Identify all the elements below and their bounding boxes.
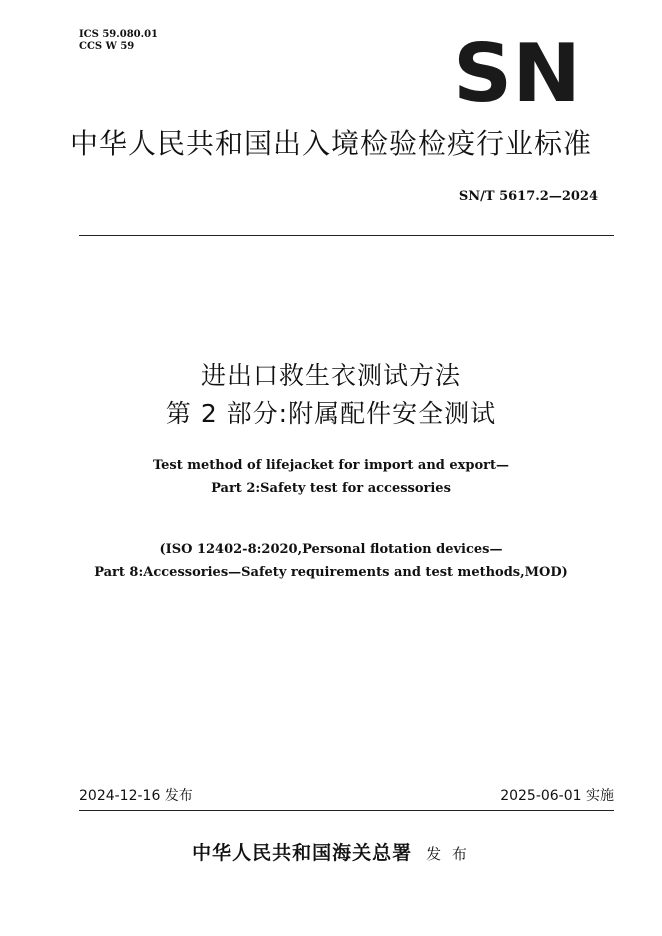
iso-reference-line-2: Part 8:Accessories—Safety requirements and test methods,MOD) <box>94 565 568 580</box>
standard-number: SN/T 5617.2—2024 <box>458 189 598 204</box>
implementation-date: 2025-06-01 实施 <box>500 788 614 804</box>
ccs-code: CCS W 59 <box>79 41 135 52</box>
issuer-organization: 中华人民共和国海关总署 <box>192 842 413 864</box>
iso-reference-line-1: (ISO 12402-8:2020,Personal flotation devices— <box>159 542 503 557</box>
ics-code: ICS 59.080.01 <box>79 29 159 40</box>
issuer-line <box>0 840 662 867</box>
bottom-divider <box>79 810 614 811</box>
issue-date: 2024-12-16 发布 <box>79 788 193 804</box>
english-title-line-2: Part 2:Safety test for accessories <box>211 481 451 496</box>
chinese-title-line-2: 第 2 部分:附属配件安全测试 <box>165 399 497 428</box>
org-title: 中华人民共和国出入境检验检疫行业标准 <box>69 127 592 160</box>
sn-logo-text: SN <box>453 38 581 106</box>
chinese-title-line-1: 进出口救生衣测试方法 <box>200 361 461 390</box>
top-divider <box>79 235 614 236</box>
english-title-line-1: Test method of lifejacket for import and export— <box>152 458 510 473</box>
sn-logo <box>452 38 582 106</box>
issuer-verb: 发 布 <box>426 845 470 863</box>
